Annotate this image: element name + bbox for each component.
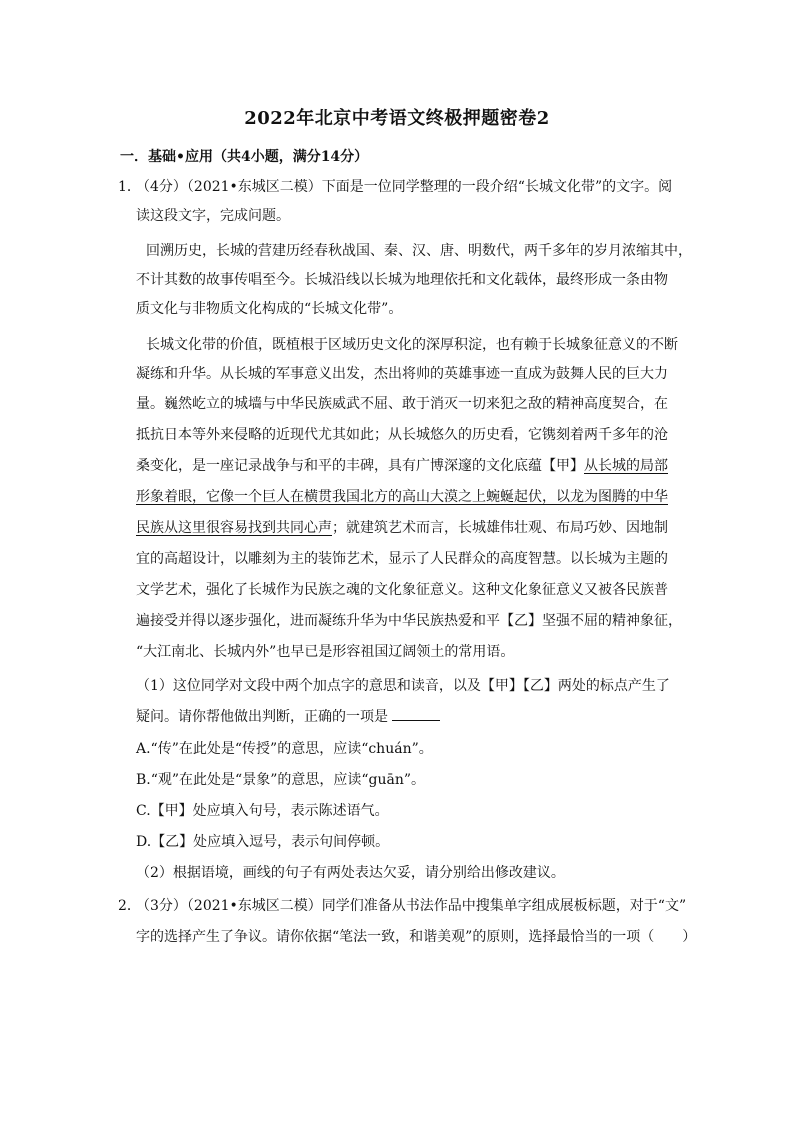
passage-text: ；就建筑艺术而言，长城雄伟壮观、布局巧妙、因地制 <box>332 520 668 536</box>
question-1-header-line-1: （4分）（2021•东城区二模）下面是一位同学整理的一段介绍“长城文化带”的文字。阅 <box>136 179 673 195</box>
passage-paragraph-2-line: 抵抗日本等外来侵略的近现代尤其如此；从长城悠久的历史看，它镌刻着两千多年的沧 <box>136 427 668 443</box>
option-d: D.【乙】处应填入逗号，表示句间停顿。 <box>136 834 390 850</box>
sub-question-1-line <box>136 706 440 727</box>
passage-paragraph-2-line: 凝练和升华。从长城的军事意义出发，杰出将帅的英雄事迹一直成为鼓舞人民的巨大力 <box>136 366 668 382</box>
question-2-line-1: （3分）（2021•东城区二模）同学们准备从书法作品中搜集单字组成展板标题，对于“文” <box>136 898 687 914</box>
underlined-sentence: 民族从这里很容易找到共同心声 <box>136 520 332 536</box>
passage-paragraph-2-line: 遍接受并得以逐步强化，进而凝练升华为中华民族热爱和平【乙】坚强不屈的精神象征， <box>136 613 682 629</box>
question-1-number: 1． <box>118 179 141 195</box>
passage-paragraph-1-line: 质文化与非物质文化构成的“长城文化带”。 <box>136 301 403 317</box>
sub-question-2: （2）根据语境，画线的句子有两处表达欠妥，请分别给出修改建议。 <box>136 865 565 881</box>
passage-paragraph-2-line: 量。巍然屹立的城墙与中华民族威武不屈、敢于消灭一切来犯之敌的精神高度契合，在 <box>136 396 668 412</box>
underlined-sentence: 形象着眼，它像一个巨人在横贯我国北方的高山大漠之上蜿蜒起伏，以龙为图腾的中华 <box>136 489 668 505</box>
sub-question-1-prompt: 疑问。请你帮他做出判断，正确的一项是 <box>136 709 388 725</box>
question-1-header-line-2: 读这段文字，完成问题。 <box>136 208 290 224</box>
passage-text: 桑变化，是一座记录战争与和平的丰碑，具有广博深邃的文化底蕴【甲】 <box>136 458 584 474</box>
passage-paragraph-1-line: 回溯历史，长城的营建历经春秋战国、秦、汉、唐、明数代，两千多年的岁月浓缩其中， <box>146 243 692 259</box>
question-2-number: 2． <box>118 898 141 914</box>
answer-blank[interactable] <box>392 706 440 721</box>
option-c: C.【甲】处应填入句号，表示陈述语气。 <box>136 803 389 819</box>
option-a: A.“传”在此处是“传授”的意思，应读“chuán”。 <box>136 741 433 757</box>
passage-paragraph-2-line: 宜的高超设计，以雕刻为主的装饰艺术，显示了人民群众的高度智慧。以长城为主题的 <box>136 551 668 567</box>
section-heading: 一．基础•应用（共4小题，满分14分） <box>120 149 369 165</box>
passage-paragraph-1-line: 不计其数的故事传唱至今。长城沿线以长城为地理依托和文化载体，最终形成一条由物 <box>136 272 668 288</box>
passage-paragraph-2-line <box>136 518 668 538</box>
sub-question-1-line: （1）这位同学对文段中两个加点字的意思和读音，以及【甲】【乙】两处的标点产生了 <box>136 678 670 694</box>
passage-paragraph-2-line: “大江南北、长城内外”也早已是形容祖国辽阔领土的常用语。 <box>136 644 515 660</box>
passage-paragraph-2-line: 文学艺术，强化了长城作为民族之魂的文化象征意义。这种文化象征意义又被各民族普 <box>136 582 668 598</box>
question-2-line-2: 字的选择产生了争议。请你依据“笔法一致，和谐美观”的原则，选择最恰当的一项（ ） <box>136 929 697 945</box>
passage-paragraph-2-line: 长城文化带的价值，既植根于区域历史文化的深厚积淀，也有赖于长城象征意义的不断 <box>146 337 678 353</box>
option-b: B.“观”在此处是“景象”的意思，应读“guān”。 <box>136 772 426 788</box>
underlined-sentence: 从长城的局部 <box>584 458 668 474</box>
page-title: 2022年北京中考语文终极押题密卷2 <box>244 108 550 129</box>
passage-paragraph-2-line <box>136 456 668 476</box>
